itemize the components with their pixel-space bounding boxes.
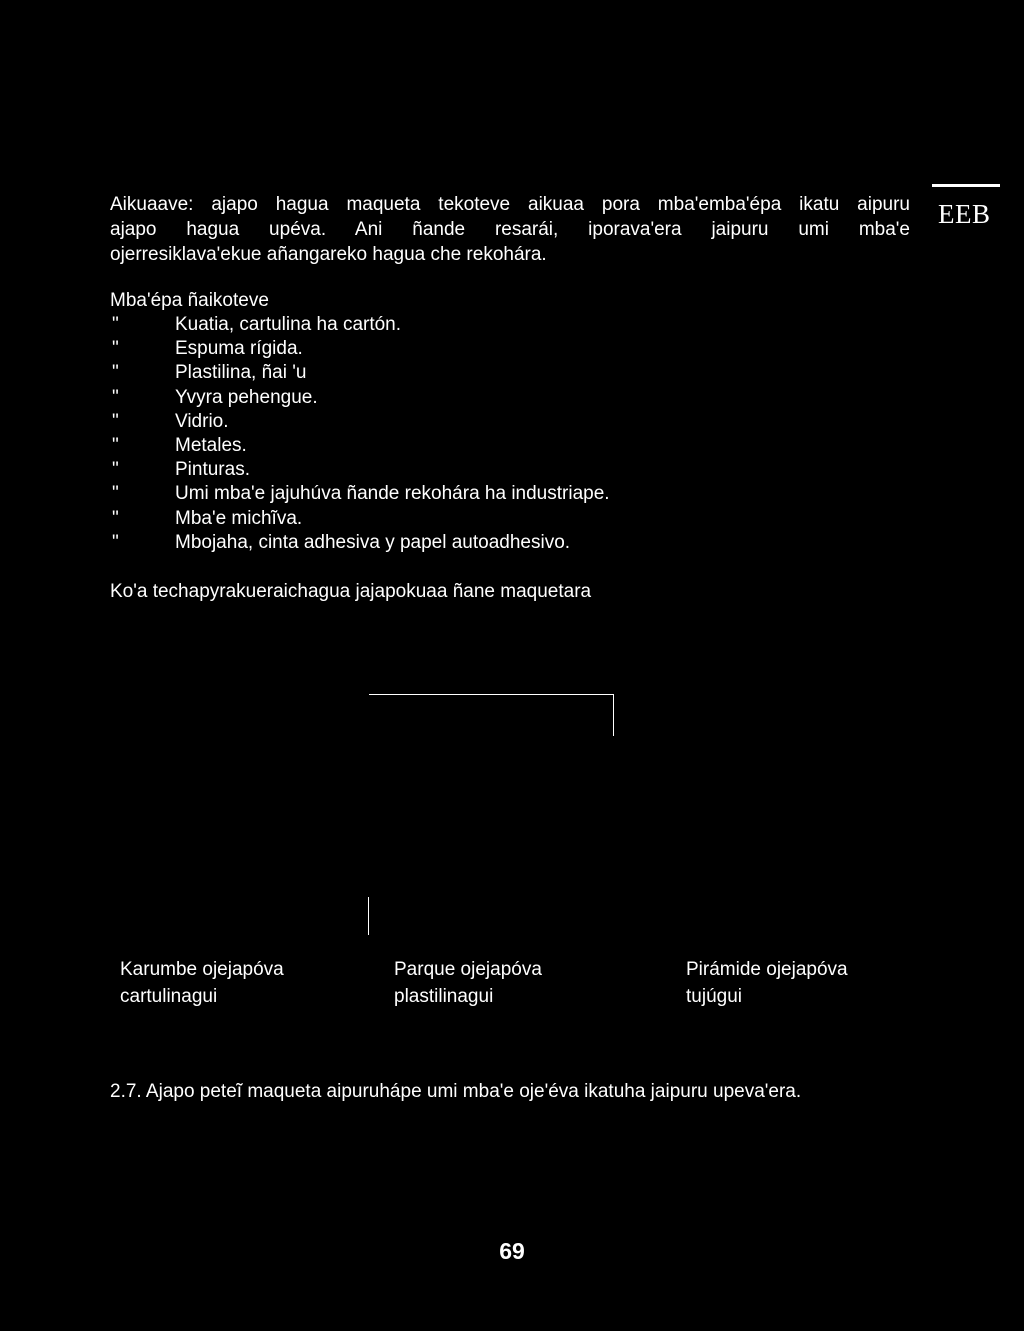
examples-question: Ko'a techapyrakueraichagua jajapokuaa ñane maquetara	[110, 581, 592, 602]
figure-frame-line	[369, 694, 614, 695]
list-item-text: Umi mba'e jajuhúva ñande rekohára ha industriape.	[175, 483, 610, 505]
intro-line: Aikuaave: ajapo hagua maqueta tekoteve aikuaa pora mba'emba'épa ikatu aipuru	[110, 194, 910, 215]
bullet-mark: "	[112, 507, 119, 529]
caption-line: plastilinagui	[394, 986, 494, 1007]
caption-line: Parque ojejapóva	[394, 959, 542, 980]
list-item-text: Pinturas.	[175, 459, 250, 481]
header-rule	[932, 184, 1000, 187]
figure-frame-line	[613, 694, 614, 736]
bullet-mark: "	[112, 531, 119, 553]
bullet-mark: "	[112, 410, 119, 432]
list-item-text: Yvyra pehengue.	[175, 386, 318, 408]
bullet-mark: "	[112, 483, 119, 505]
materials-heading: Mba'épa ñaikoteve	[110, 290, 269, 311]
task-instruction: 2.7. Ajapo peteĩ maqueta aipuruhápe umi mba'e oje'éva ikatuha jaipuru upeva'era.	[110, 1081, 802, 1102]
figure-caption-pyramid	[686, 956, 848, 1010]
list-item-text: Kuatia, cartulina ha cartón.	[175, 314, 402, 335]
list-item-text: Vidrio.	[175, 410, 229, 432]
bullet-mark: "	[112, 362, 119, 384]
list-item-text: Metales.	[175, 434, 247, 456]
caption-line: cartulinagui	[120, 986, 218, 1007]
caption-line: tujúgui	[686, 986, 742, 1007]
bullet-mark: "	[112, 338, 119, 360]
bullet-mark: "	[112, 459, 119, 481]
list-item-text: Mba'e michĩva.	[175, 507, 303, 529]
intro-paragraph	[110, 192, 910, 267]
page-number: 69	[499, 1238, 525, 1264]
caption-line: Pirámide ojejapóva	[686, 959, 848, 980]
list-item-text: Plastilina, ñai 'u	[175, 362, 307, 384]
list-item-text: Espuma rígida.	[175, 338, 303, 360]
intro-line: ojerresiklava'ekue añangareko hagua che rekohára.	[110, 244, 547, 265]
intro-line: ajapo hagua upéva. Ani ñande resarái, iporava'era jaipuru umi mba'e	[110, 219, 910, 240]
bullet-mark: "	[112, 314, 119, 335]
figure-caption-park	[394, 956, 542, 1010]
section-badge: EEB	[938, 199, 991, 229]
caption-line: Karumbe ojejapóva	[120, 959, 284, 980]
bullet-mark: "	[112, 434, 119, 456]
figure-caption-turtle	[120, 956, 284, 1010]
list-item-text: Mbojaha, cinta adhesiva y papel autoadhesivo.	[175, 531, 571, 553]
figure-frame-line	[368, 897, 369, 935]
bullet-mark: "	[112, 386, 119, 408]
